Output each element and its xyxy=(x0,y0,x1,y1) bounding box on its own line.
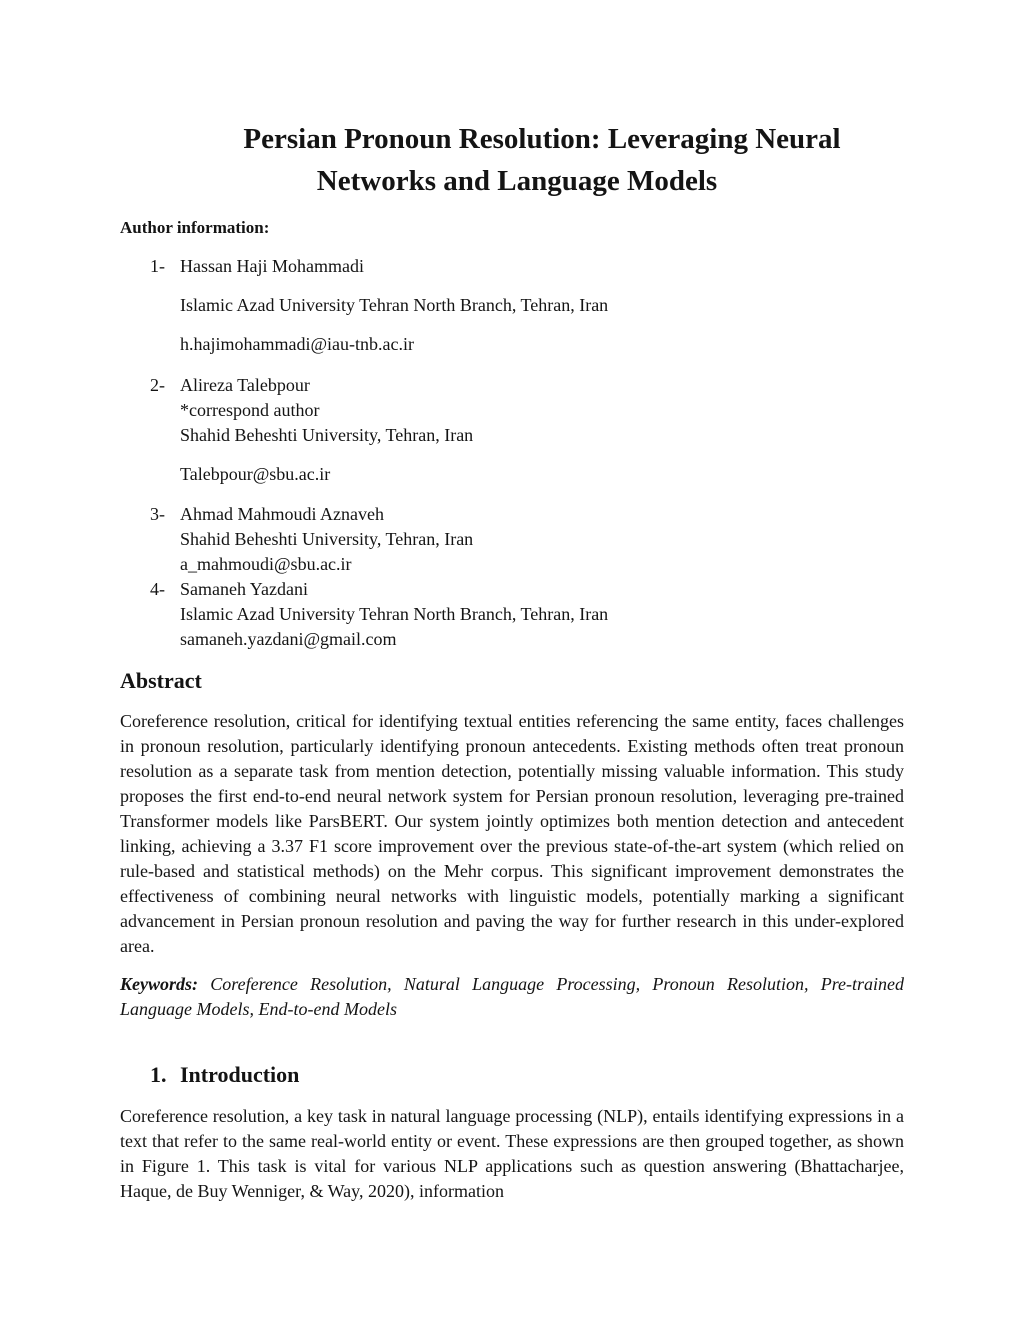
author-affiliation: Islamic Azad University Tehran North Branch, Tehran, Iran xyxy=(180,604,609,624)
keywords-text: Coreference Resolution, Natural Language Processing, Pronoun Resolution, Pre-trained Language Models, End-to-end Models xyxy=(120,974,905,1019)
abstract-text: Coreference resolution, critical for identifying textual entities referencing the same entity, faces challenges in pronoun resolution, particularly identifying pronoun antecedents. Existing methods often treat pronoun resolution as a separate task from mention detection, potentially missing valuable information. This study proposes the first end-to-end neural network system for Persian pronoun resolution, leveraging pre-trained Transformer models like ParsBERT. Our system jointly optimizes both mention detection and antecedent linking, achieving a 3.37 F1 score improvement over the previous state-of-the-art system (which relied on rule-based and statistical methods) on the Mehr corpus. This significant improvement demonstrates the effectiveness of combining neural networks with linguistic models, potentially marking a significant advancement in Persian pronoun resolution and paving the way for further research in this under-explored area. xyxy=(120,711,904,956)
author-number: 4- xyxy=(150,579,165,599)
introduction-text: Coreference resolution, a key task in natural language processing (NLP), entails identifying expressions in a text that refer to the same real-world entity or event. These expressions are then grouped together, as shown in Figure 1. This task is vital for various NLP applications such as question answering (Bhattacharjee, Haque, de Buy Wenniger, & Way, 2020), information xyxy=(120,1106,904,1201)
author-block-2 xyxy=(150,373,473,487)
author-number: 1- xyxy=(150,256,165,276)
author-info-label: Author information: xyxy=(120,218,270,237)
author-email: Talebpour@sbu.ac.ir xyxy=(180,464,331,484)
author-affiliation: Islamic Azad University Tehran North Branch, Tehran, Iran xyxy=(180,295,609,315)
section-title: Introduction xyxy=(180,1062,300,1087)
abstract-heading: Abstract xyxy=(120,668,202,693)
author-affiliation: Shahid Beheshti University, Tehran, Iran xyxy=(180,425,474,445)
author-number: 2- xyxy=(150,375,165,395)
author-name: Samaneh Yazdani xyxy=(180,579,308,599)
author-block-1 xyxy=(150,254,608,357)
title-line-2: Networks and Language Models xyxy=(316,165,718,197)
paper-title xyxy=(120,118,904,202)
keywords-block xyxy=(120,972,904,1022)
author-email: h.hajimohammadi@iau-tnb.ac.ir xyxy=(180,334,415,354)
author-note: *correspond author xyxy=(180,400,320,420)
author-name: Alireza Talebpour xyxy=(180,375,310,395)
author-email: samaneh.yazdani@gmail.com xyxy=(180,629,397,649)
author-email: a_mahmoudi@sbu.ac.ir xyxy=(180,554,352,574)
author-name: Hassan Haji Mohammadi xyxy=(180,256,364,276)
keywords-label: Keywords: xyxy=(120,974,198,994)
author-number: 3- xyxy=(150,504,165,524)
author-block-3 xyxy=(150,502,473,577)
title-line-1: Persian Pronoun Resolution: Leveraging Neural xyxy=(243,123,841,155)
author-affiliation: Shahid Beheshti University, Tehran, Iran xyxy=(180,529,474,549)
author-block-4 xyxy=(150,577,608,652)
author-name: Ahmad Mahmoudi Aznaveh xyxy=(180,504,384,524)
section-number: 1. xyxy=(150,1062,167,1087)
introduction-heading xyxy=(150,1062,299,1088)
